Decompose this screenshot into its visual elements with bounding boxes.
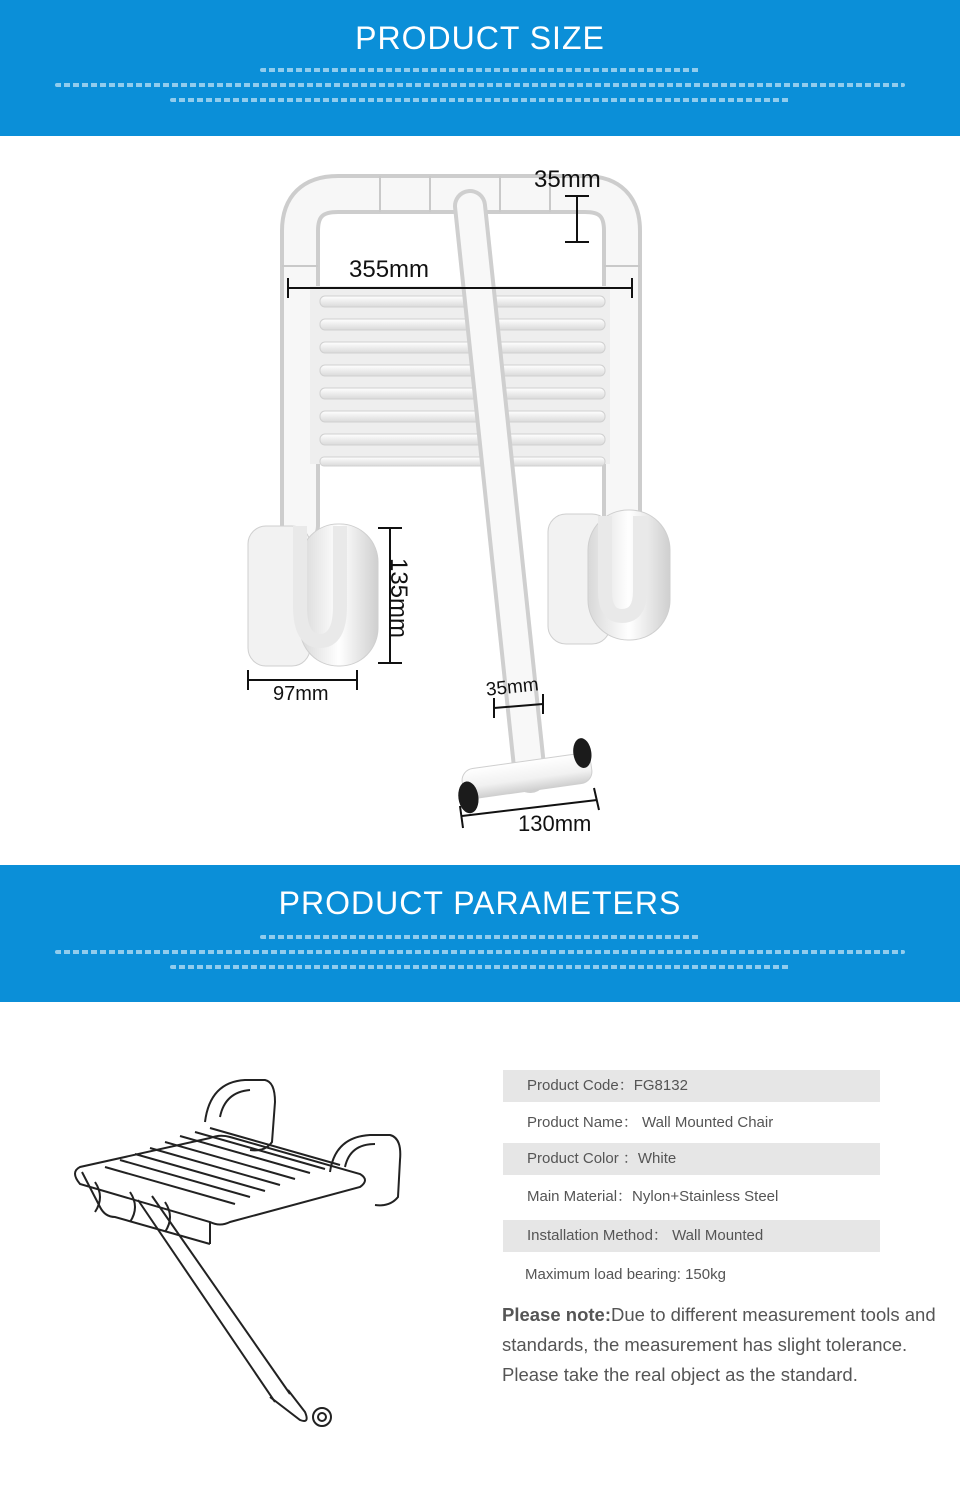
dim-top-tube: 35mm [534, 166, 601, 193]
param-main-material: Main Material：Nylon+Stainless Steel [527, 1188, 779, 1205]
param-product-name: Product Name： Wall Mounted Chair [527, 1114, 774, 1131]
param-max-load: Maximum load bearing: 150kg [525, 1266, 726, 1283]
product-size-title: PRODUCT SIZE [355, 20, 605, 56]
chair-photo [0, 136, 960, 865]
seat-slats [310, 286, 610, 466]
product-parameters-banner [0, 865, 960, 1002]
param-product-code: Product Code：FG8132 [503, 1070, 880, 1102]
note-text: Due to different measurement tools and standards, the measurement has slight tolerance. Please take the real object as the standard. [502, 1304, 936, 1385]
param-product-color: Product Color ：White [503, 1143, 880, 1175]
parameters-section [0, 1002, 960, 1450]
dim-foot-width: 130mm [518, 811, 592, 836]
note-label: Please note: [502, 1304, 611, 1325]
left-wall-bracket [248, 524, 378, 666]
dim-leg-tube: 35mm [484, 674, 540, 701]
measurement-note [502, 1300, 957, 1390]
banner-decoration [40, 935, 920, 980]
product-parameters-title: PRODUCT PARAMETERS [278, 885, 682, 921]
product-size-banner [0, 0, 960, 136]
dim-bracket-depth: 97mm [273, 683, 329, 705]
dim-width: 355mm [349, 256, 430, 283]
banner-decoration [40, 68, 920, 113]
chair-line-drawing [60, 1072, 480, 1492]
product-size-figure [0, 136, 960, 865]
param-installation-method: Installation Method： Wall Mounted [503, 1220, 880, 1252]
dim-bracket-height: 135mm [385, 557, 413, 639]
right-wall-bracket [548, 510, 670, 644]
